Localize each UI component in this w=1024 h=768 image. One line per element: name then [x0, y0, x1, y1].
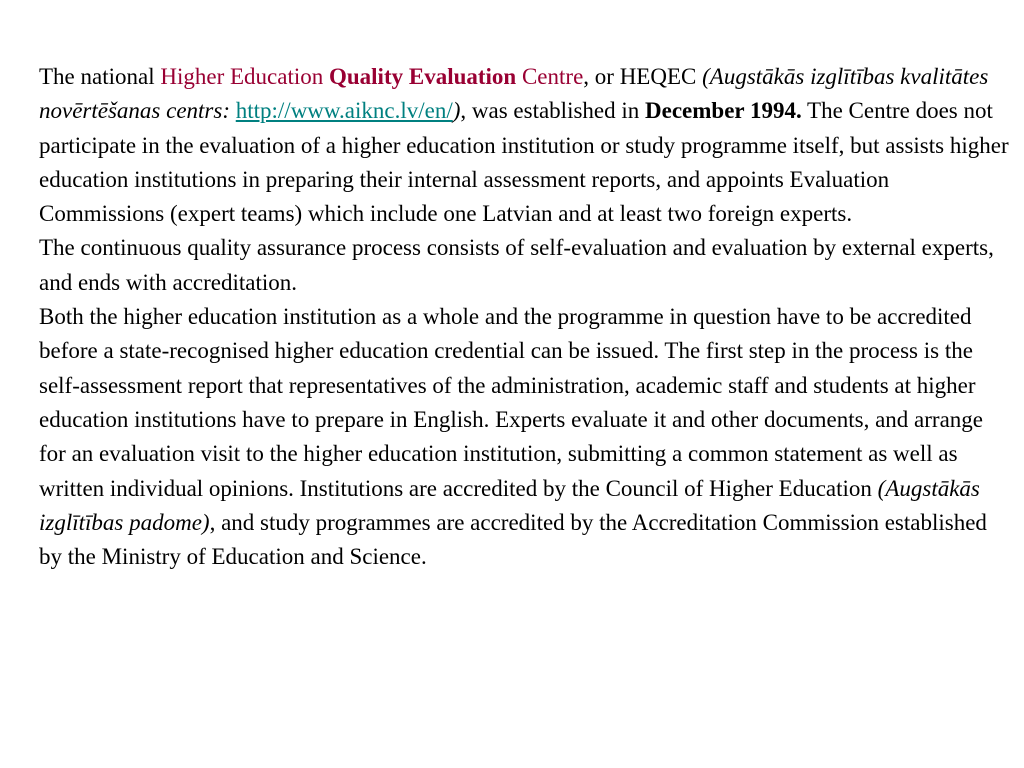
- close-paren: ): [452, 98, 461, 124]
- highlight-higher-education: Higher Education: [160, 64, 324, 89]
- text-run: The national: [39, 64, 161, 89]
- latvian-centre-name: (Augstākās izglītības kvalitātes novērtēšanas centrs:: [39, 64, 989, 124]
- text-run: The Centre does not participate in the evaluation of a higher education institution or study programme itself, but assists higher education institutions in preparing their internal assessment reports, and appoints Evaluation Commissions (expert teams) which include one Latvian and at least two foreign experts.: [39, 98, 1009, 227]
- highlight-centre: Centre: [521, 64, 584, 89]
- text-run: , was established in: [460, 98, 646, 124]
- text-run: , and study programmes are accredited by the Accreditation Commission established by the Ministry of Education and Science.: [39, 509, 987, 570]
- paragraph-quality-process: The continuous quality assurance process consists of self-evaluation and evaluation by external experts, and ends with accreditation.: [39, 235, 994, 295]
- text-run: , or HEQEC: [583, 64, 703, 89]
- paragraph-accreditation: [39, 300, 1009, 574]
- council-latvian-name: (Augstākās izglītības padome): [39, 475, 980, 535]
- highlight-quality-evaluation: Quality Evaluation: [328, 64, 517, 89]
- established-date: December 1994.: [645, 98, 802, 124]
- aiknc-link[interactable]: http://www.aiknc.lv/en/: [235, 98, 453, 124]
- paragraph-heqec: [39, 60, 1009, 231]
- text-run: Both the higher education institution as a whole and the programme in question have to be accredited before a state-recognised higher education credential can be issued. The first step in the process is the self-assessment report that representatives of the administration, academic staff and students at higher education institutions have to prepare in English. Experts evaluate it and other documents, and arrange for an evaluation visit to the higher education institution, submitting a common statement as well as written individual opinions. Institutions are accredited by the Council of Higher Education: [39, 304, 983, 501]
- slide-body: [39, 60, 1009, 574]
